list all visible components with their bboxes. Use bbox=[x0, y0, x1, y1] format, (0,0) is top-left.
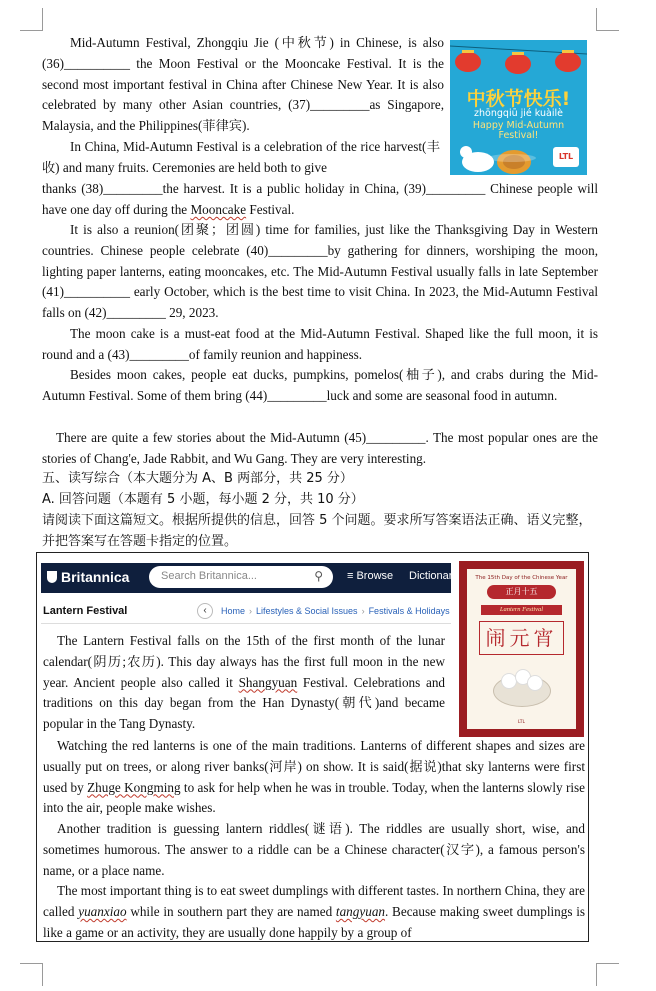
page-corner-mark bbox=[20, 963, 43, 986]
search-icon[interactable]: ⚲ bbox=[314, 569, 323, 583]
paragraph-2a: In China, Mid-Autumn Festival is a celebration of the rice harvest(丰收) and many fruits. Ceremonies are held both to give bbox=[42, 139, 440, 175]
article-paragraph-3: Another tradition is guessing lantern riddles(谜语). The riddles are usually short, wise, and sometimes humorous. The answer to a riddle can be a Chinese character(汉字), a famous person's name, or a place name. bbox=[43, 821, 585, 878]
section-subheading: A. 回答问题（本题有 5 小题，每小题 2 分，共 10 分） bbox=[42, 492, 364, 507]
article-paragraph-2: Watching the red lanterns is one of the main traditions. Lanterns of different shapes and sizes are usually put on trees, or along river banks(河岸) on show. It is said(据说)that sky lanterns were first used by Zhuge Kongming to ask for help when he was in trouble. Today, when the lanterns slowly rise into the air, people make wishes. bbox=[43, 738, 585, 816]
festival-pinyin: zhōngqiū jié kuàilè bbox=[474, 108, 563, 119]
page-corner-mark bbox=[20, 8, 43, 31]
page-corner-mark bbox=[596, 963, 619, 986]
dumpling-icon bbox=[527, 675, 543, 691]
search-input[interactable]: Search Britannica... ⚲ bbox=[149, 566, 333, 588]
article-paragraph-1: The Lantern Festival falls on the 15th of the first month of the lunar calendar(阴历;农历). This day always has the first full moon in the new year. Ancient people also called it Shangyuan Festival. Celebrations and traditions on this day began from the Han Dynasty(朝代)and became popular in the Tang Dynasty. bbox=[43, 633, 446, 732]
browse-menu-button[interactable]: ≡ Browse bbox=[347, 570, 394, 582]
paragraph-3: It is also a reunion(团聚；团圆) time for families, just like the Thanksgiving Day in Western countries. Chinese people celebrate (40)_________by gathering for dinners, worshiping the moon, lighting paper lanterns, eating mooncakes, etc. The Mid-Autumn Festival usually falls in late September (41)__________ early October, which is the best time to visit China. In 2023, the Mid-Autumn Festival falls on (42)_________ 29, 2023. bbox=[42, 222, 598, 321]
chevron-left-icon[interactable]: ‹ bbox=[197, 603, 213, 619]
paragraph-5: Besides moon cakes, people eat ducks, pumpkins, pomelos(柚子), and crabs during the Mid-Autumn Festival. Some of them bring (44)_________luck and some are seasonal food in autumn. bbox=[42, 367, 598, 403]
lantern-festival-poster: The 15th Day of the Chinese Year 正月十五 Lantern Festival 闹元宵 LTL bbox=[459, 561, 584, 737]
festival-title: 中秋节快乐! bbox=[466, 88, 571, 110]
article-paragraph-4: The most important thing is to eat sweet dumplings with different tastes. In northern China, they are called yuanxiao while in southern part they are named tangyuan. Because making sweet dumplings is like a game or an activity, they are usually done happily by a group of bbox=[43, 883, 586, 940]
paragraph-4: The moon cake is a must-eat food at the Mid-Autumn Festival. Shaped like the full moon, it is round and a (43)_________of family reunion and happiness. bbox=[42, 326, 598, 362]
paragraph-6: There are quite a few stories about the Mid-Autumn (45)_________. The most popular ones are the stories of Chang'e, Jade Rabbit, and Wu Gang. They are very interesting. bbox=[42, 430, 598, 466]
mid-autumn-image bbox=[450, 40, 587, 175]
ltl-badge: LTL bbox=[553, 147, 579, 167]
festival-english: Happy Mid-Autumn Festival! bbox=[472, 120, 565, 141]
section-instruction: 请阅读下面这篇短文。根据所提供的信息，回答 5 个问题。要求所写答案语法正确、语义完整，并把答案写在答题卡指定的位置。 bbox=[42, 513, 592, 549]
section-heading: 五、读写综合（本大题分为 A、B 两部分，共 25 分） bbox=[42, 471, 353, 486]
crumb-festivals[interactable]: Festivals & Holidays bbox=[368, 606, 450, 616]
thistle-icon bbox=[47, 571, 57, 583]
dictionary-link[interactable]: Dictionary bbox=[409, 570, 458, 582]
page-corner-mark bbox=[596, 8, 619, 31]
crumb-home[interactable]: Home bbox=[221, 606, 246, 616]
paragraph-1: Mid-Autumn Festival, Zhongqiu Jie (中秋节) in Chinese, is also (36)__________ the Moon Festival or the Mooncake Festival. It is the second most important festival in China after Chinese New Year. It is also celebrated by many other Asian countries, (37)_________as Singapore, Malaysia, and the Philippines(菲律宾). bbox=[42, 35, 444, 134]
britannica-article bbox=[36, 552, 589, 942]
paragraph-2b: thanks (38)_________the harvest. It is a public holiday in China, (39)_________ Chinese people will have one day off during the Mooncake Festival. bbox=[42, 181, 598, 217]
crumb-lifestyles[interactable]: Lifestyles & Social Issues bbox=[256, 606, 358, 616]
britannica-header bbox=[41, 563, 458, 593]
page-title: Lantern Festival bbox=[43, 605, 128, 617]
breadcrumb: Lantern Festival ‹ Home › Lifestyles & Social Issues › Festivals & Holidays bbox=[41, 601, 451, 624]
britannica-logo[interactable]: Britannica bbox=[47, 569, 129, 585]
